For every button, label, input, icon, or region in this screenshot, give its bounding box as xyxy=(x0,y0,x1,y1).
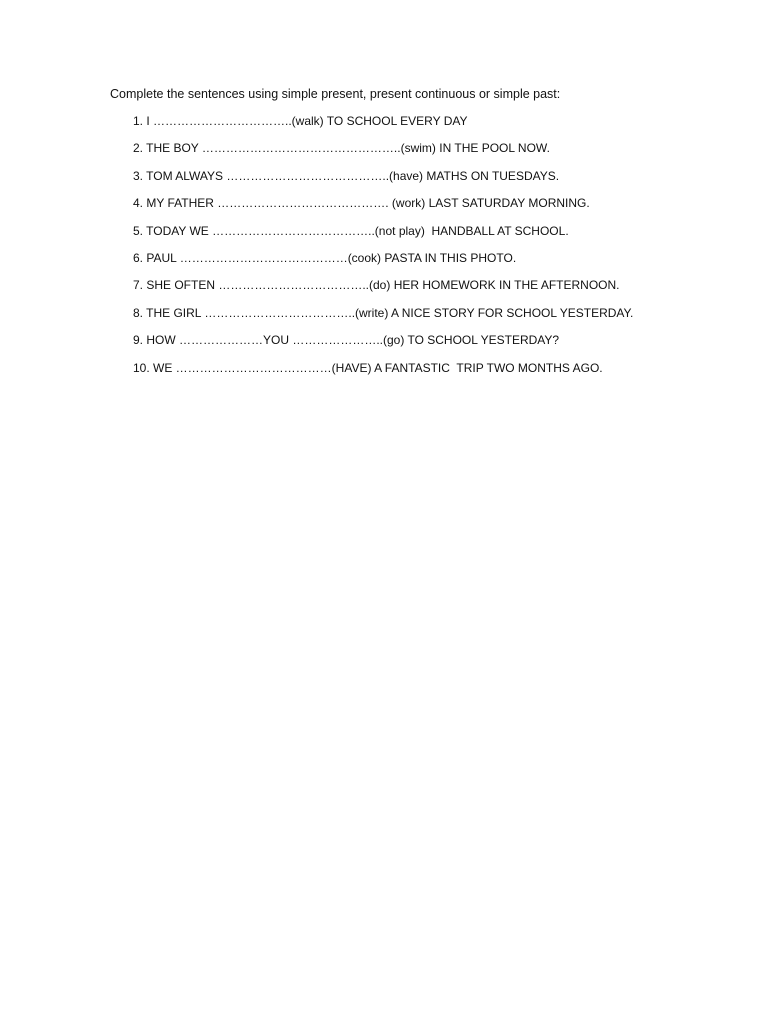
exercise-text-3: 3. TOM ALWAYS …………………………………..(have) MATHS ON TUESDAYS. xyxy=(133,168,560,183)
instruction-text: Complete the sentences using simple present, present continuous or simple past: xyxy=(110,87,561,101)
exercise-item-7 xyxy=(133,277,633,293)
exercise-item-4 xyxy=(133,195,633,211)
exercise-text-7: 7. SHE OFTEN ………………………………..(do) HER HOMEWORK IN THE AFTERNOON. xyxy=(133,278,620,293)
exercise-text-1: 1. I ……………………………..(walk) TO SCHOOL EVERY DAY xyxy=(133,114,468,128)
exercise-item-8 xyxy=(133,305,633,321)
exercise-item-3 xyxy=(133,168,633,184)
exercise-item-2 xyxy=(133,140,633,156)
exercise-item-6 xyxy=(133,250,633,266)
exercise-item-9 xyxy=(133,332,633,348)
exercise-text-6: 6. PAUL ……………………………………(cook) PASTA IN THIS PHOTO. xyxy=(133,250,517,265)
exercise-text-4: 4. MY FATHER ……………………………………. (work) LAST SATURDAY MORNING. xyxy=(133,196,590,211)
exercise-text-2: 2. THE BOY …………………………………………..(swim) IN THE POOL NOW. xyxy=(133,141,550,156)
exercise-text-5: 5. TODAY WE …………………………………..(not play) HANDBALL AT SCHOOL. xyxy=(133,223,569,238)
exercise-text-9: 9. HOW …………………YOU …………………..(go) TO SCHOOL YESTERDAY? xyxy=(133,333,560,348)
exercise-item-5 xyxy=(133,223,633,239)
exercise-item-10 xyxy=(133,360,633,376)
exercise-item-1 xyxy=(133,113,633,129)
exercise-text-8: 8. THE GIRL ………………………………..(write) A NICE STORY FOR SCHOOL YESTERDAY. xyxy=(133,305,634,320)
exercise-text-10: 10. WE …………………………………(HAVE) A FANTASTIC TRIP TWO MONTHS AGO. xyxy=(133,360,603,375)
exercise-list xyxy=(133,113,633,387)
